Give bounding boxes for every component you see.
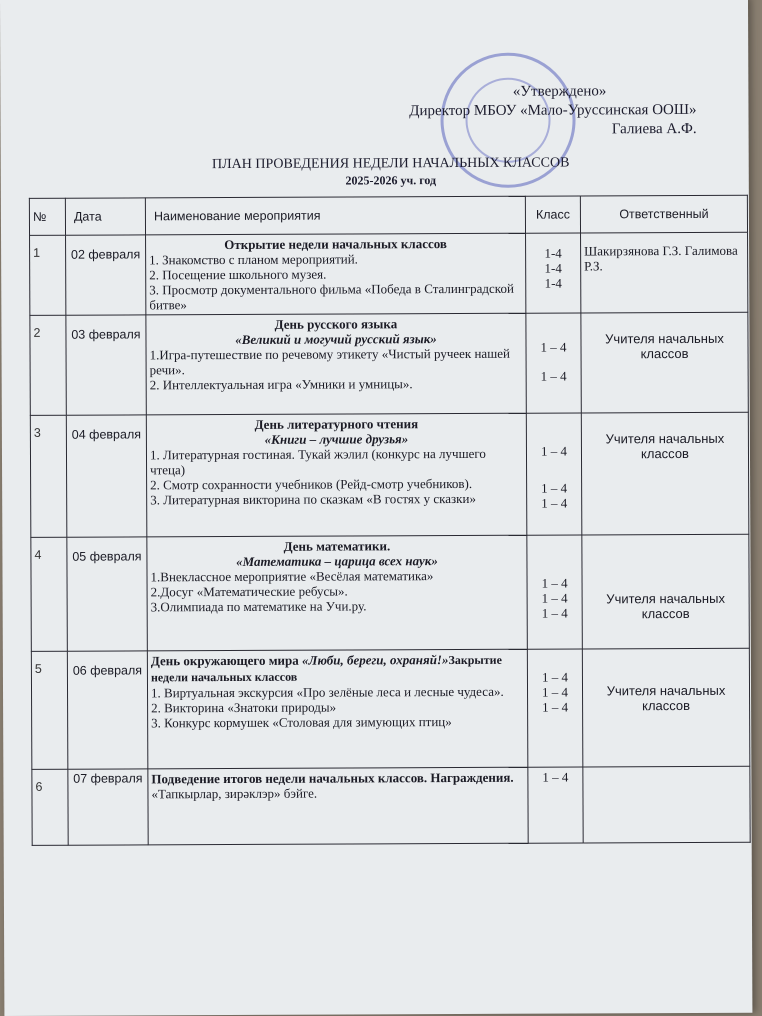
row-date: 03 февраля [66,315,146,415]
header-num: № [29,198,65,235]
table-row [30,412,749,537]
row-event [147,535,527,651]
row-resp [583,766,750,843]
row-resp: Учителя начальных классов [581,312,748,413]
class-value: 1-4 [544,245,562,261]
class-value: 1 – 4 [542,699,569,715]
table-row [31,648,750,769]
row-date: 05 февраля [67,537,147,651]
approval-label: «Утверждено» [512,83,607,100]
event-closing: Закрытие недели начальных классов [150,652,502,685]
row-resp: Шакирзянова Г.З. Галимова Р.З. [581,232,748,313]
row-class [526,233,581,313]
event-item: 1. Литературная гостиная. Тукай жэлил (конкурс на лучшего чтеца) [149,445,486,478]
row-num: 1 [30,235,66,315]
row-date: 02 февраля [66,235,146,315]
row-num: 3 [30,415,67,537]
row-num: 6 [32,769,68,845]
class-value: 1 – 4 [540,368,567,384]
row-resp: Учителя начальных классов [582,648,750,767]
event-item: 3.Олимпиада по математике на Учи.ру. [150,598,367,615]
page-title: ПЛАН ПРОВЕДЕНИЯ НЕДЕЛИ НАЧАЛЬНЫХ КЛАССОВ [211,155,570,173]
header-date: Дата [65,198,145,235]
row-class [528,767,583,843]
row-date: 07 февраля [68,769,148,845]
event-title: День литературного чтения [254,416,419,432]
row-date: 04 февраля [66,415,147,537]
event-item: 2. Посещение школьного музея. [149,266,327,283]
event-item: 1.Внеклассное мероприятие «Весёлая математика» [150,568,434,585]
class-value: 1 – 4 [541,684,569,700]
row-num: 4 [31,537,67,651]
event-subtitle: «Книги – лучшие друзья» [264,431,409,447]
table-row [30,232,748,315]
header-resp: Ответственный [580,195,747,233]
class-value: 1 – 4 [541,590,568,606]
event-motto: «Люби, береги, охраняй!» [301,652,449,668]
row-class [526,413,582,535]
class-value: 1 – 4 [542,769,569,785]
event-title: День математики. [283,538,391,554]
event-title-part: День окружающего мира [150,652,303,669]
class-value: 1 – 4 [541,495,568,511]
class-value: 1 – 4 [540,443,568,459]
class-value: 1 – 4 [541,605,568,621]
class-value: 1 – 4 [540,339,567,355]
event-item: 3. Конкурс кормушек «Столовая для зимующих птиц» [151,714,452,731]
page-subtitle: 2025-2026 уч. год [345,173,437,188]
event-item: 1.Игра-путешествие по речевому этикету «Чистый ручеек нашей речи». [149,345,510,378]
event-title: Открытие недели начальных классов [224,236,447,253]
row-num: 2 [30,315,66,415]
row-class [527,649,583,767]
row-event [148,767,528,845]
table-row [30,312,748,415]
row-class [526,313,581,413]
event-subtitle: «Великий и могучий русский язык» [235,331,437,347]
row-date: 06 февраля [67,651,148,769]
row-event [147,649,528,769]
class-value: 1-4 [544,260,562,276]
table-row [31,534,749,651]
event-item: 2.Досуг «Математические ребусы». [150,583,348,600]
event-title: День русского языка [274,316,398,332]
row-resp: Учителя начальных классов [582,534,749,649]
event-item: 3. Просмотр документального фильма «Победа в Сталинградской битве» [149,280,514,313]
event-item: 1. Знакомство с планом мероприятий. [149,251,358,268]
header-class: Класс [525,196,580,233]
header-name: Наименование мероприятия [145,196,525,235]
row-event [146,313,526,415]
table-header-row [29,195,747,235]
event-subtitle: «Математика – царица всех наук» [236,553,438,569]
director-title: Директор МБОУ «Мало-Уруссинская ООШ» [409,101,697,120]
event-item: 2. Интеллектуальная игра «Умники и умницы». [149,376,413,393]
class-value: 1-4 [544,275,562,291]
event-item: «Тапкырлар, зирәклэр» бэйге. [151,785,318,802]
event-item: 2. Викторина «Знатоки природы» [151,699,337,716]
event-item: 3. Литературная викторина по сказкам «В гостях у сказки» [150,490,476,508]
event-item: 2. Смотр сохранности учебников (Рейд-смотр учебников). [150,475,473,493]
approval-block [409,82,696,140]
class-value: 1 – 4 [541,669,568,685]
class-value: 1 – 4 [541,480,568,496]
events-table [29,195,751,846]
row-resp: Учителя начальных классов [581,412,749,535]
event-item: 1. Виртуальная экскурсия «Про зелёные леса и лесные чудеса». [150,683,504,701]
class-value: 1 – 4 [541,575,568,591]
director-name: Галиева А.Ф. [611,120,697,138]
event-title [151,652,524,686]
row-num: 5 [31,651,68,769]
table-row [32,766,750,845]
row-class [527,535,582,649]
row-event [146,233,526,315]
event-title: Подведение итогов недели начальных классов. Награждения. [151,769,514,787]
row-event [146,413,527,537]
